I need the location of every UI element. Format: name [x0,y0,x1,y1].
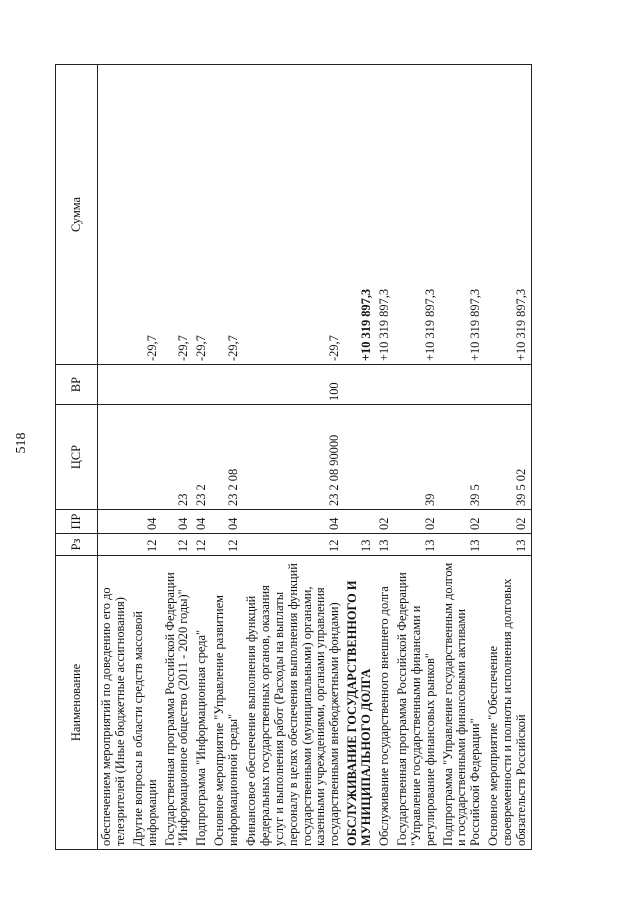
cell-sum: +10 319 897,3 [485,65,531,365]
cell-csr: 23 [162,405,194,510]
rotated-page-content [55,65,585,850]
table-row [243,65,344,850]
cell-vr [98,365,130,405]
header-sum: Сумма [56,65,98,365]
header-pr: ПР [56,510,98,534]
cell-rz: 12 [193,534,211,556]
cell-rz: 13 [440,534,486,556]
cell-rz: 13 [394,534,440,556]
cell-vr: 100 [243,365,344,405]
cell-pr [98,510,130,534]
cell-sum: -29,7 [130,65,162,365]
cell-rz: 12 [211,534,243,556]
table-row [130,65,162,850]
cell-rz: 13 [485,534,531,556]
cell-name: Государственная программа Российской Федерации "Управление государственными финансами и регулирование финансовых рынков" [394,556,440,850]
cell-vr [344,365,376,405]
cell-rz: 13 [376,534,394,556]
header-vr: ВР [56,365,98,405]
cell-pr: 04 [130,510,162,534]
cell-sum: +10 319 897,3 [440,65,486,365]
cell-sum: +10 319 897,3 [344,65,376,365]
cell-csr: 23 2 [193,405,211,510]
table-body [98,65,532,850]
budget-table [55,64,532,850]
cell-vr [130,365,162,405]
cell-pr [344,510,376,534]
cell-pr: 02 [394,510,440,534]
cell-pr: 04 [211,510,243,534]
cell-sum [98,65,130,365]
cell-vr [485,365,531,405]
header-name: Наименование [56,556,98,850]
cell-vr [376,365,394,405]
cell-vr [211,365,243,405]
cell-pr: 04 [162,510,194,534]
cell-vr [440,365,486,405]
cell-name: Другие вопросы в области средств массовой информации [130,556,162,850]
cell-pr: 02 [440,510,486,534]
page-number: 518 [14,432,29,454]
cell-sum: +10 319 897,3 [376,65,394,365]
cell-csr [98,405,130,510]
cell-csr: 39 [394,405,440,510]
cell-name: Государственная программа Российской Федерации "Информационное общество (2011 - 2020 годы)" [162,556,194,850]
table-row [394,65,440,850]
cell-rz: 12 [162,534,194,556]
header-csr: ЦСР [56,405,98,510]
cell-rz: 12 [130,534,162,556]
cell-vr [394,365,440,405]
cell-sum: -29,7 [162,65,194,365]
cell-sum: +10 319 897,3 [394,65,440,365]
cell-csr [130,405,162,510]
table-row [98,65,130,850]
cell-csr [344,405,376,510]
cell-csr: 23 2 08 [211,405,243,510]
cell-csr [376,405,394,510]
cell-sum: -29,7 [243,65,344,365]
cell-name: Обслуживание государственного внешнего долга [376,556,394,850]
table-row [440,65,486,850]
cell-csr: 39 5 [440,405,486,510]
table-row [162,65,194,850]
table-row [211,65,243,850]
cell-name: обеспечением мероприятий по доведению его до телезрителей (Иные бюджетные ассигнования) [98,556,130,850]
cell-rz [98,534,130,556]
table-row [376,65,394,850]
table-header-row [56,65,98,850]
cell-pr: 04 [193,510,211,534]
cell-sum: -29,7 [211,65,243,365]
cell-name: ОБСЛУЖИВАНИЕ ГОСУДАРСТВЕННОГО И МУНИЦИПАЛЬНОГО ДОЛГА [344,556,376,850]
table-row [344,65,376,850]
cell-name: Финансовое обеспечение выполнения функций федеральных государственных органов, оказания услуг и выполнения работ (Расходы на выплаты персоналу в целях обеспечения выполнения функций государственными (муниципальными) органами, казенными учреждениями, органами управления государственными внебюджетными фондами) [243,556,344,850]
cell-rz: 12 [243,534,344,556]
table-row [193,65,211,850]
cell-pr: 02 [376,510,394,534]
cell-name: Подпрограмма "Управление государственным долгом и государственными финансовыми активами Российской Федерации" [440,556,486,850]
cell-csr: 39 5 02 [485,405,531,510]
cell-vr [193,365,211,405]
cell-sum: -29,7 [193,65,211,365]
cell-name: Основное мероприятие "Управление развитием информационной среды" [211,556,243,850]
cell-name: Основное мероприятие "Обеспечение своевременности и полноты исполнения долговых обязательств Российской [485,556,531,850]
cell-pr: 02 [485,510,531,534]
cell-csr: 23 2 08 90000 [243,405,344,510]
cell-vr [162,365,194,405]
cell-pr: 04 [243,510,344,534]
cell-name: Подпрограмма "Информационная среда" [193,556,211,850]
table-row [485,65,531,850]
cell-rz: 13 [344,534,376,556]
header-rz: Рз [56,534,98,556]
